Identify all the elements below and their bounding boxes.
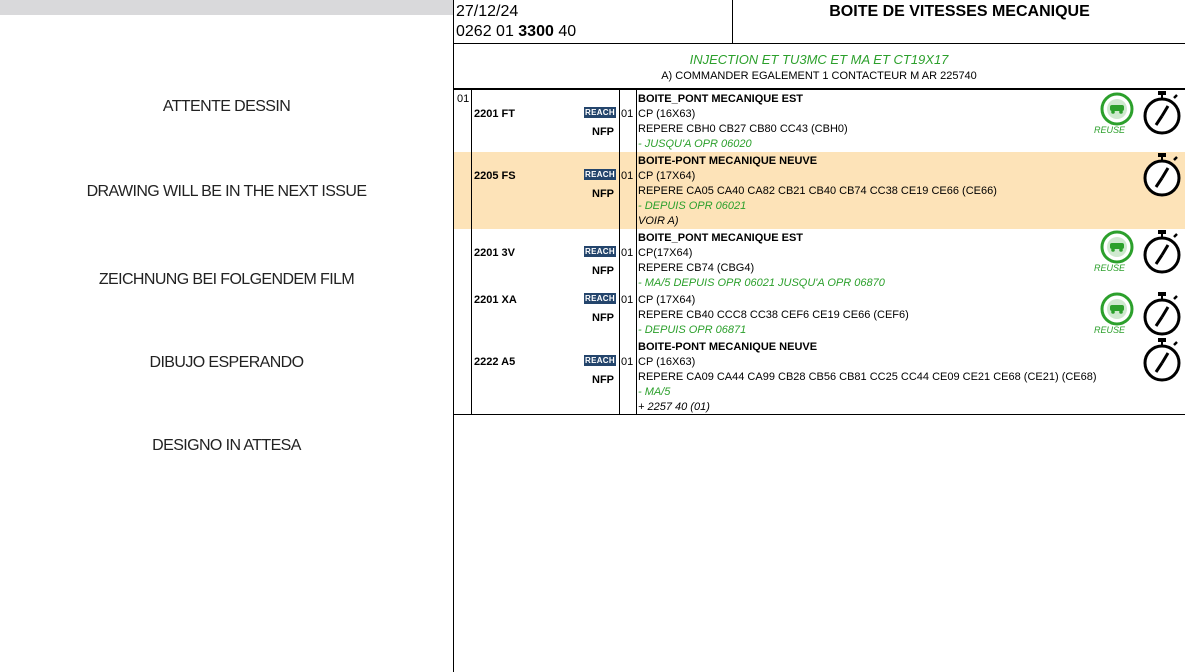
part-ref: 2205 FS <box>474 170 516 182</box>
validity-line: - JUSQU'A OPR 06020 <box>638 138 752 150</box>
designation: BOITE_PONT MECANIQUE EST <box>638 232 804 244</box>
detail-line: REPERE CA09 CA44 CA99 CB28 CB56 CB81 CC25 CC44 CE09 CE21 CE68 (CE21) (CE68) <box>638 371 1097 383</box>
stopwatch-icon <box>1141 337 1183 383</box>
nfp-label: NFP <box>592 188 614 200</box>
quantity: 01 <box>621 294 634 306</box>
reach-badge: REACH <box>585 294 615 303</box>
panel-top-bar <box>0 0 453 15</box>
reuse-icon <box>1092 292 1138 336</box>
detail-line: CP(17X64) <box>638 247 693 259</box>
stopwatch-icon <box>1141 152 1183 198</box>
validity-line: - MA/5 DEPUIS OPR 06021 JUSQU'A OPR 06870 <box>638 277 885 289</box>
designation: BOITE-PONT MECANIQUE NEUVE <box>638 155 818 167</box>
notice-en: DRAWING WILL BE IN THE NEXT ISSUE <box>86 183 367 200</box>
header-separator <box>732 0 733 43</box>
column-line <box>636 90 637 414</box>
part-ref: 2201 FT <box>474 108 515 120</box>
reuse-icon <box>1092 230 1138 274</box>
reach-badge: REACH <box>585 356 615 365</box>
application-condition: INJECTION ET TU3MC ET MA ET CT19X17 <box>689 52 949 67</box>
reuse-label: REUSE <box>1094 125 1126 135</box>
reach-badge: REACH <box>585 108 615 117</box>
stopwatch-icon <box>1141 90 1183 136</box>
nfp-label: NFP <box>592 265 614 277</box>
designation: BOITE_PONT MECANIQUE EST <box>638 93 804 105</box>
table-bottom-rule <box>453 414 1185 415</box>
validity-line: - MA/5 <box>638 386 671 398</box>
nfp-label: NFP <box>592 374 614 386</box>
part-ref: 2201 3V <box>474 247 515 259</box>
notice-es: DIBUJO ESPERANDO <box>149 354 304 371</box>
stopwatch-icon <box>1141 229 1183 275</box>
table-top-rule <box>453 88 1185 90</box>
stopwatch-icon <box>1141 291 1183 337</box>
header-date: 27/12/24 <box>456 3 519 20</box>
quantity: 01 <box>621 108 634 120</box>
notice-de: ZEICHNUNG BEI FOLGENDEM FILM <box>98 271 355 288</box>
detail-line: CP (16X63) <box>638 108 696 120</box>
reuse-label: REUSE <box>1094 263 1126 273</box>
detail-line: REPERE CBH0 CB27 CB80 CC43 (CBH0) <box>638 123 848 135</box>
nfp-label: NFP <box>592 126 614 138</box>
nfp-label: NFP <box>592 312 614 324</box>
quantity: 01 <box>621 170 634 182</box>
application-note: A) COMMANDER EGALEMENT 1 CONTACTEUR M AR 225740 <box>661 70 977 82</box>
reuse-label: REUSE <box>1094 325 1126 335</box>
detail-line: CP (17X64) <box>638 294 696 306</box>
notice-it: DESIGNO IN ATTESA <box>152 437 301 454</box>
detail-line: CP (17X64) <box>638 170 696 182</box>
validity-line: - DEPUIS OPR 06871 <box>638 324 747 336</box>
detail-line: REPERE CA05 CA40 CA82 CB21 CB40 CB74 CC38 CE19 CE66 (CE66) <box>638 185 997 197</box>
detail-line: CP (16X63) <box>638 356 696 368</box>
quantity: 01 <box>621 247 634 259</box>
reach-badge: REACH <box>585 170 615 179</box>
item-number: 01 <box>457 93 470 105</box>
designation: BOITE-PONT MECANIQUE NEUVE <box>638 341 818 353</box>
drawing-placeholder-panel <box>0 0 453 672</box>
note-line: + 2257 40 (01) <box>638 401 710 413</box>
detail-line: REPERE CB40 CCC8 CC38 CEF6 CE19 CE66 (CEF6) <box>638 309 909 321</box>
notice-fr: ATTENTE DESSIN <box>162 98 291 115</box>
header-rule <box>453 43 1185 44</box>
part-ref: 2222 A5 <box>474 356 516 368</box>
validity-line: - DEPUIS OPR 06021 <box>638 200 747 212</box>
column-line <box>619 90 620 414</box>
panel-divider <box>453 0 454 672</box>
note-line: VOIR A) <box>638 215 679 227</box>
quantity: 01 <box>621 356 634 368</box>
part-ref: 2201 XA <box>474 294 517 306</box>
reuse-icon <box>1092 92 1138 136</box>
page-title: BOITE DE VITESSES MECANIQUE <box>829 3 1090 20</box>
header-reference: 0262 01 3300 40 <box>456 23 577 40</box>
detail-line: REPERE CB74 (CBG4) <box>638 262 755 274</box>
column-line <box>471 90 472 414</box>
reach-badge: REACH <box>585 247 615 256</box>
